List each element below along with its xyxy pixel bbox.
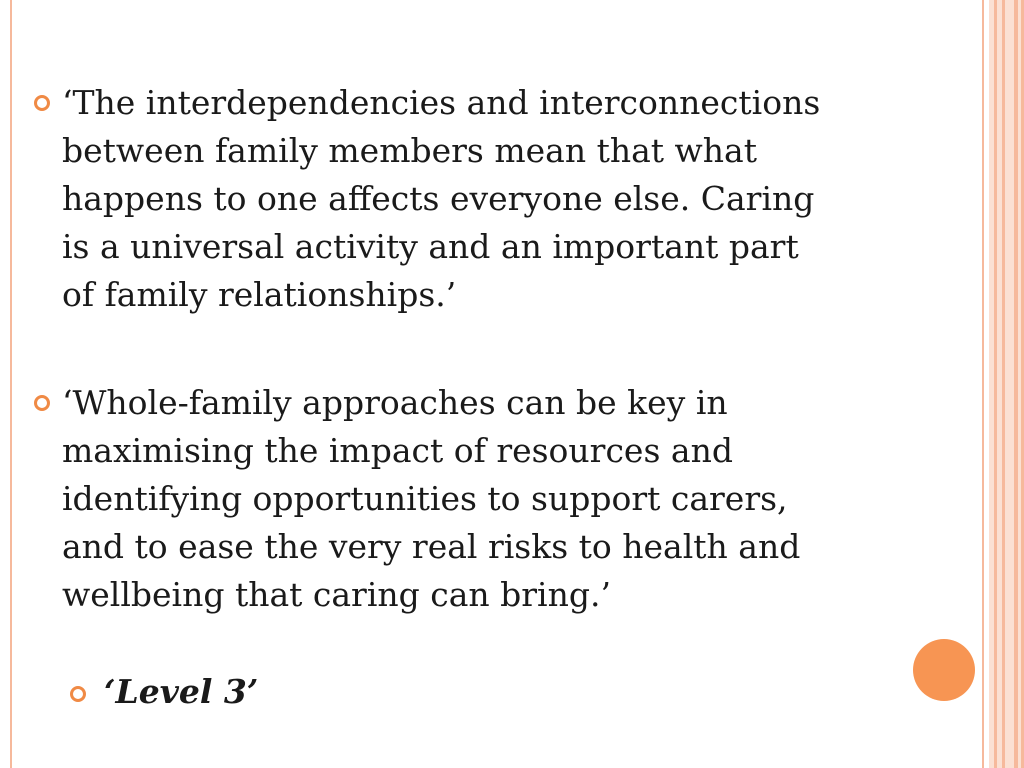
frame-right-line [982, 0, 984, 768]
ring-bullet-icon [34, 95, 50, 111]
frame-right-stripe [994, 0, 997, 768]
ring-bullet-icon [70, 686, 86, 702]
bullet-text: ‘Whole-family approaches can be key in maximising the impact of resources and identifying opportunities to support carers, and to ease the very real risks to health and wellbeing that caring can bring.’ [62, 383, 801, 614]
frame-right-stripe [1014, 0, 1018, 768]
orange-circle-decoration [913, 639, 975, 701]
frame-right-stripe [1002, 0, 1005, 768]
bullet-text: ‘The interdependencies and interconnections between family members mean that what happens to one affects everyone else. Caring is a universal activity and an important part of family relationships.’ [62, 83, 821, 314]
frame-left-line [10, 0, 12, 768]
ring-bullet-icon [34, 395, 50, 411]
level-label: ‘Level 3’ [104, 672, 259, 711]
